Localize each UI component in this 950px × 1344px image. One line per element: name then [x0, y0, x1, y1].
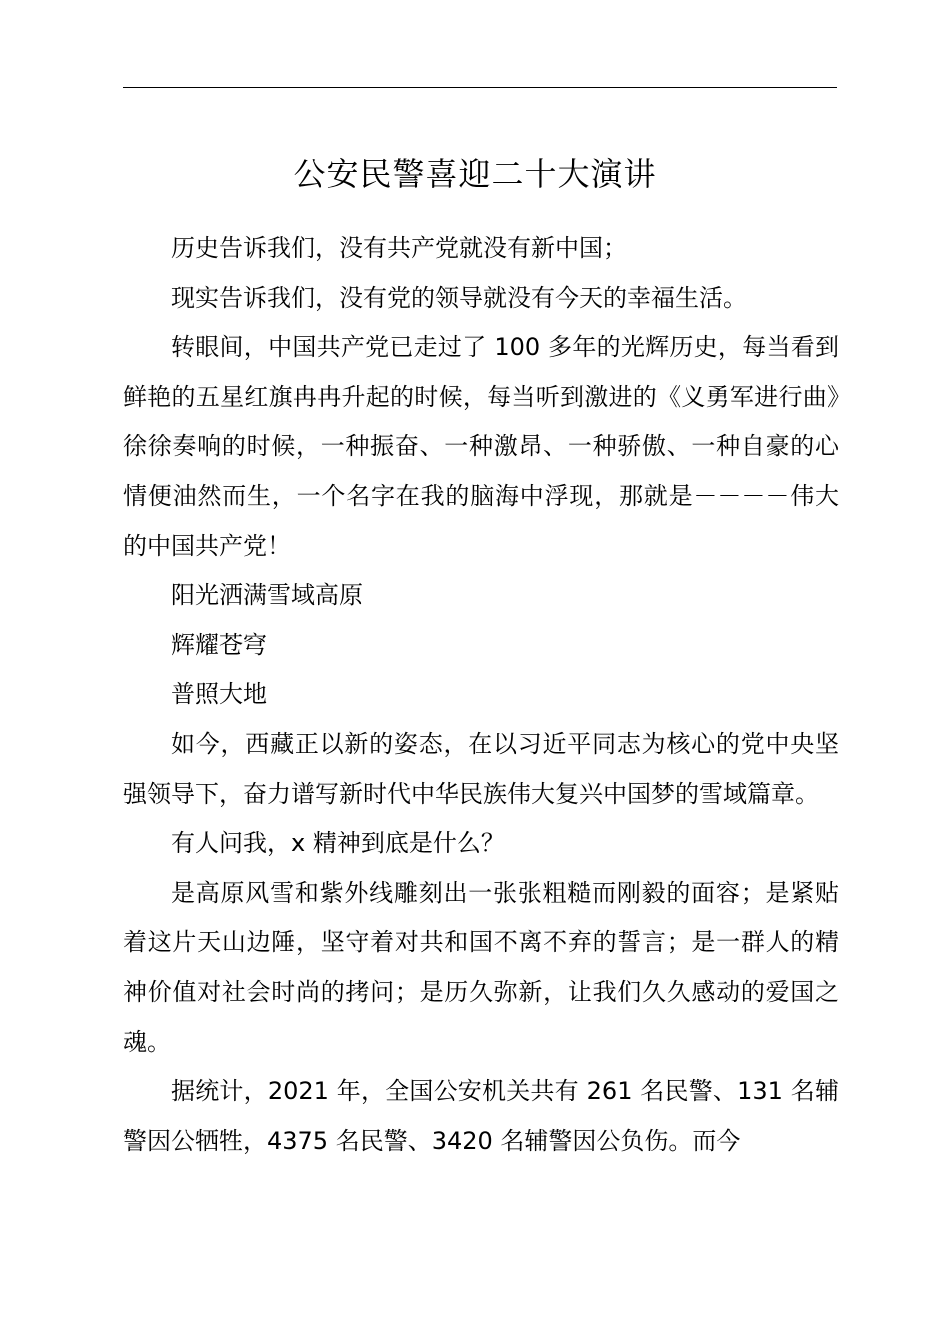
header-rule: [123, 87, 837, 88]
paragraph: 转眼间，中国共产党已走过了 100 多年的光辉历史，每当看到鲜艳的五星红旗冉冉升起的时候，每当听到激进的《义勇军进行曲》徐徐奏响的时候，一种振奋、一种激昂、一种骄傲、一种自豪的心情便油然而生，一个名字在我的脑海中浮现，那就是－－－－伟大的中国共产党！: [123, 333, 839, 560]
paragraph: 现实告诉我们，没有党的领导就没有今天的幸福生活。: [171, 283, 747, 312]
paragraph: 有人问我，x 精神到底是什么？: [171, 829, 505, 858]
paragraph: 如今，西藏正以新的姿态，在以习近平同志为核心的党中央坚强领导下，奋力谱写新时代中华民族伟大复兴中国梦的雪域篇章。: [123, 729, 839, 808]
paragraph: 阳光洒满雪域高原: [171, 581, 363, 610]
paragraph: 历史告诉我们，没有共产党就没有新中国；: [171, 234, 627, 262]
document-body: [123, 224, 839, 1166]
paragraph: 普照大地: [171, 680, 267, 709]
document-title: 公安民警喜迎二十大演讲: [293, 155, 657, 193]
paragraph: 是高原风雪和紫外线雕刻出一张张粗糙而刚毅的面容；是紧贴着这片天山边陲，坚守着对共和国不离不弃的誓言；是一群人的精神价值对社会时尚的拷问；是历久弥新，让我们久久感动的爱国之魂。: [123, 878, 839, 1056]
paragraph: 辉耀苍穹: [171, 630, 267, 659]
paragraph: 据统计，2021 年，全国公安机关共有 261 名民警、131 名辅警因公牺牲，4375 名民警、3420 名辅警因公负伤。而今: [123, 1077, 839, 1155]
